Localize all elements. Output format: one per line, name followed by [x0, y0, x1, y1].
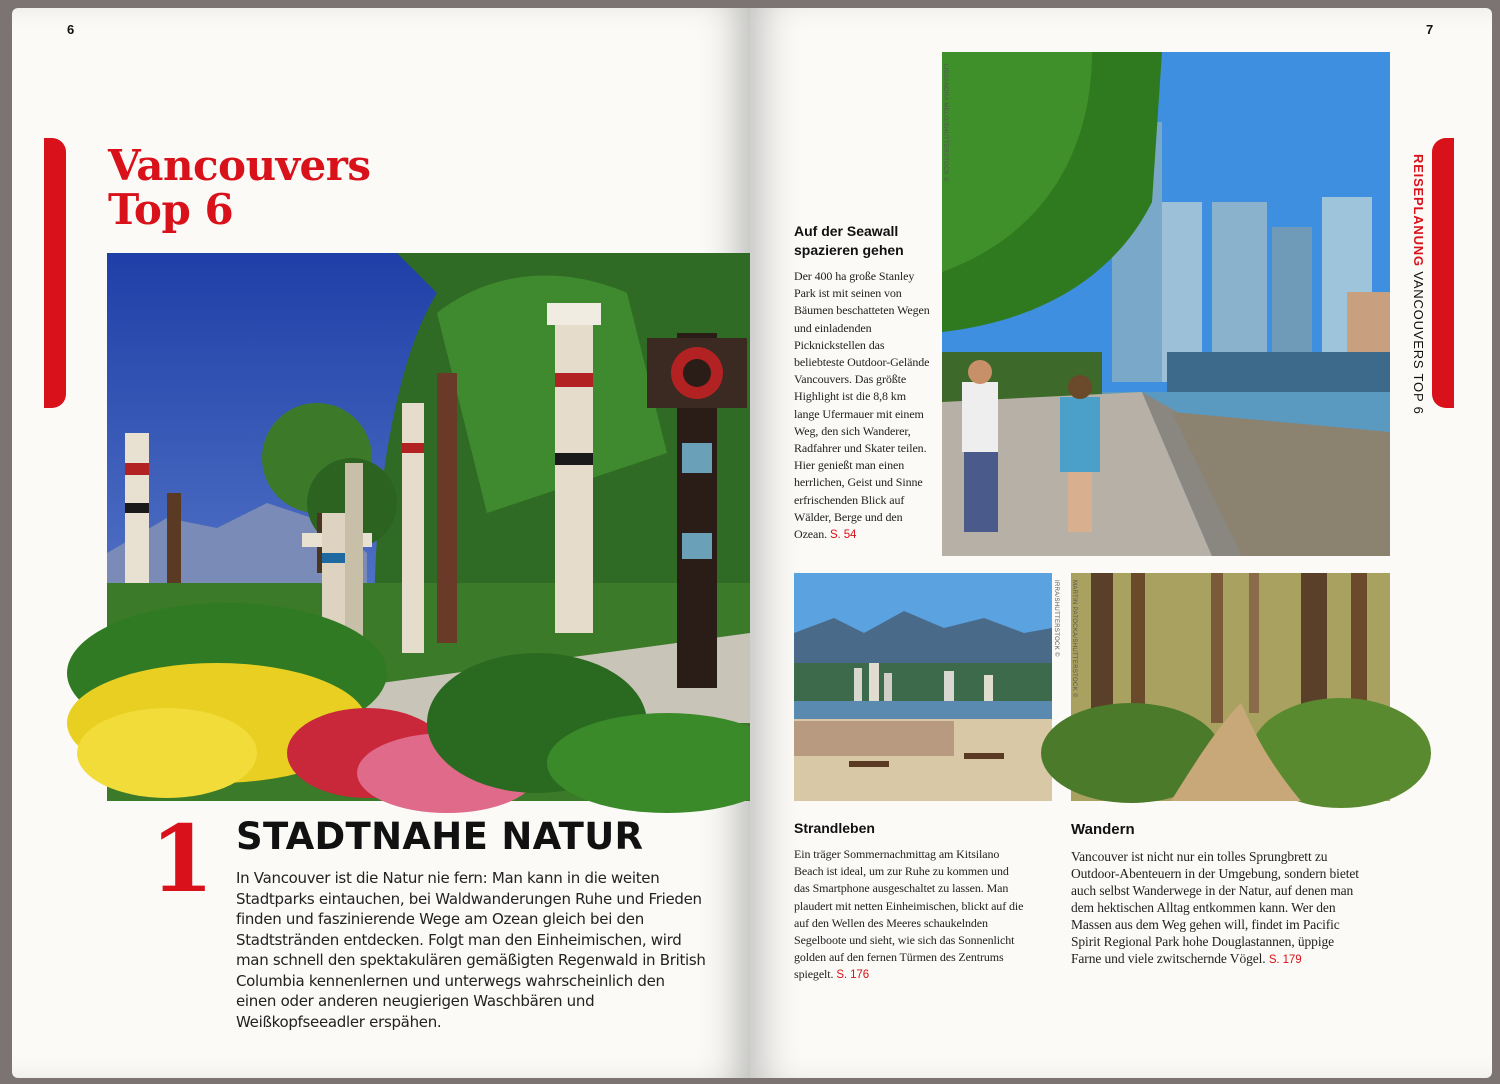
hiking-page-ref: S. 179: [1268, 954, 1302, 966]
feature-number: 1: [150, 805, 215, 913]
forest-photo: [1071, 573, 1390, 801]
beach-page-ref: S. 176: [836, 969, 869, 982]
chapter-tab: [44, 138, 66, 408]
page-number: 7: [1426, 22, 1434, 37]
seawall-heading-line-1: Auf der Seawall: [794, 223, 899, 239]
page-title: [108, 141, 371, 235]
totem-poles-photo: [107, 253, 750, 801]
hiking-text: [1071, 848, 1367, 969]
section-label-rest: VANCOUVERS TOP 6: [1411, 271, 1426, 415]
section-label: [1411, 154, 1426, 415]
feature-text: In Vancouver ist die Natur nie fern: Man kann in die weiten Stadtparks eintauchen, bei Waldwanderungen Ruhe und Frieden finden und faszinierende Wege am Ozean gleich bei den Stadtstränden entdecken. Folgt man den Einheimischen, wird man schnell den spektakulären gemäßigten Regenwald in British Columbia kennenlernen und unterwegs wahrscheinlich den einen oder anderen neugierigen Waschbären und Weißkopfseeadler erspähen.: [236, 869, 706, 1031]
left-page: [12, 8, 750, 1078]
photo-credit: IRRA/SHUTTERSTOCK ©: [1053, 580, 1059, 657]
chapter-tab: [1432, 138, 1454, 408]
feature-heading: STADTNAHE NATUR: [236, 815, 644, 858]
hiking-body: Vancouver ist nicht nur ein tolles Sprungbrett zu Outdoor-Abenteuern in der Umgebung, sondern bietet auch selbst Wanderwege in der Natur, auf denen man dem hektischen Alltag entkommen kann. Wer den Massen aus dem Weg gehen will, findet im Pacific Spirit Regional Park hohe Douglastannen, üppige Farne und viele zwitschernde Vögel.: [1071, 849, 1359, 966]
beach-photo: [794, 573, 1052, 801]
seawall-photo: [942, 52, 1390, 556]
seawall-heading: [794, 222, 934, 260]
beach-text: [794, 846, 1024, 985]
seawall-body: Der 400 ha große Stanley Park ist mit seinen von Bäumen beschatteten Wegen und einladenden Picknickstellen das beliebteste Outdoor-Gelände Vancouvers. Das größte Highlight ist die 8,8 km lange Ufermauer mit einem Weg, den sich Wanderer, Radfahrer und Skater teilen. Hier genießt man einen herrlichen, Geist und Sinne erfrischenden Blick auf Wälder, Berge und den Ozean.: [794, 269, 930, 542]
page-number: 6: [67, 22, 75, 37]
seawall-heading-line-2: spazieren gehen: [794, 242, 904, 258]
hiking-heading: Wandern: [1071, 821, 1135, 838]
right-page: [750, 8, 1492, 1078]
book-spread: [12, 8, 1492, 1078]
section-label-bold: REISEPLANUNG: [1411, 154, 1426, 267]
photo-credit: MARTIN PATOCKA/SHUTTERSTOCK ©: [1071, 580, 1077, 698]
photo-credit: LISSANDRA MELO/SHUTTERSTOCK ©: [942, 64, 948, 182]
beach-body: Ein träger Sommernachmittag am Kitsilano Beach ist ideal, um zur Ruhe zu kommen und das Smartphone ausgeschaltet zu lassen. Man plaudert mit netten Einheimischen, blickt auf die auf den Wellen des Meeres schaukelnden Segelboote und sieht, wie sich das Sonnenlicht golden auf den fernen Türmen des Zentrums spiegelt.: [794, 847, 1024, 982]
seawall-text: [794, 268, 932, 544]
seawall-page-ref: S. 54: [829, 529, 857, 542]
title-line-2: Top 6: [108, 185, 234, 235]
title-line-1: Vancouvers: [108, 141, 371, 190]
beach-heading: Strandleben: [794, 820, 875, 836]
